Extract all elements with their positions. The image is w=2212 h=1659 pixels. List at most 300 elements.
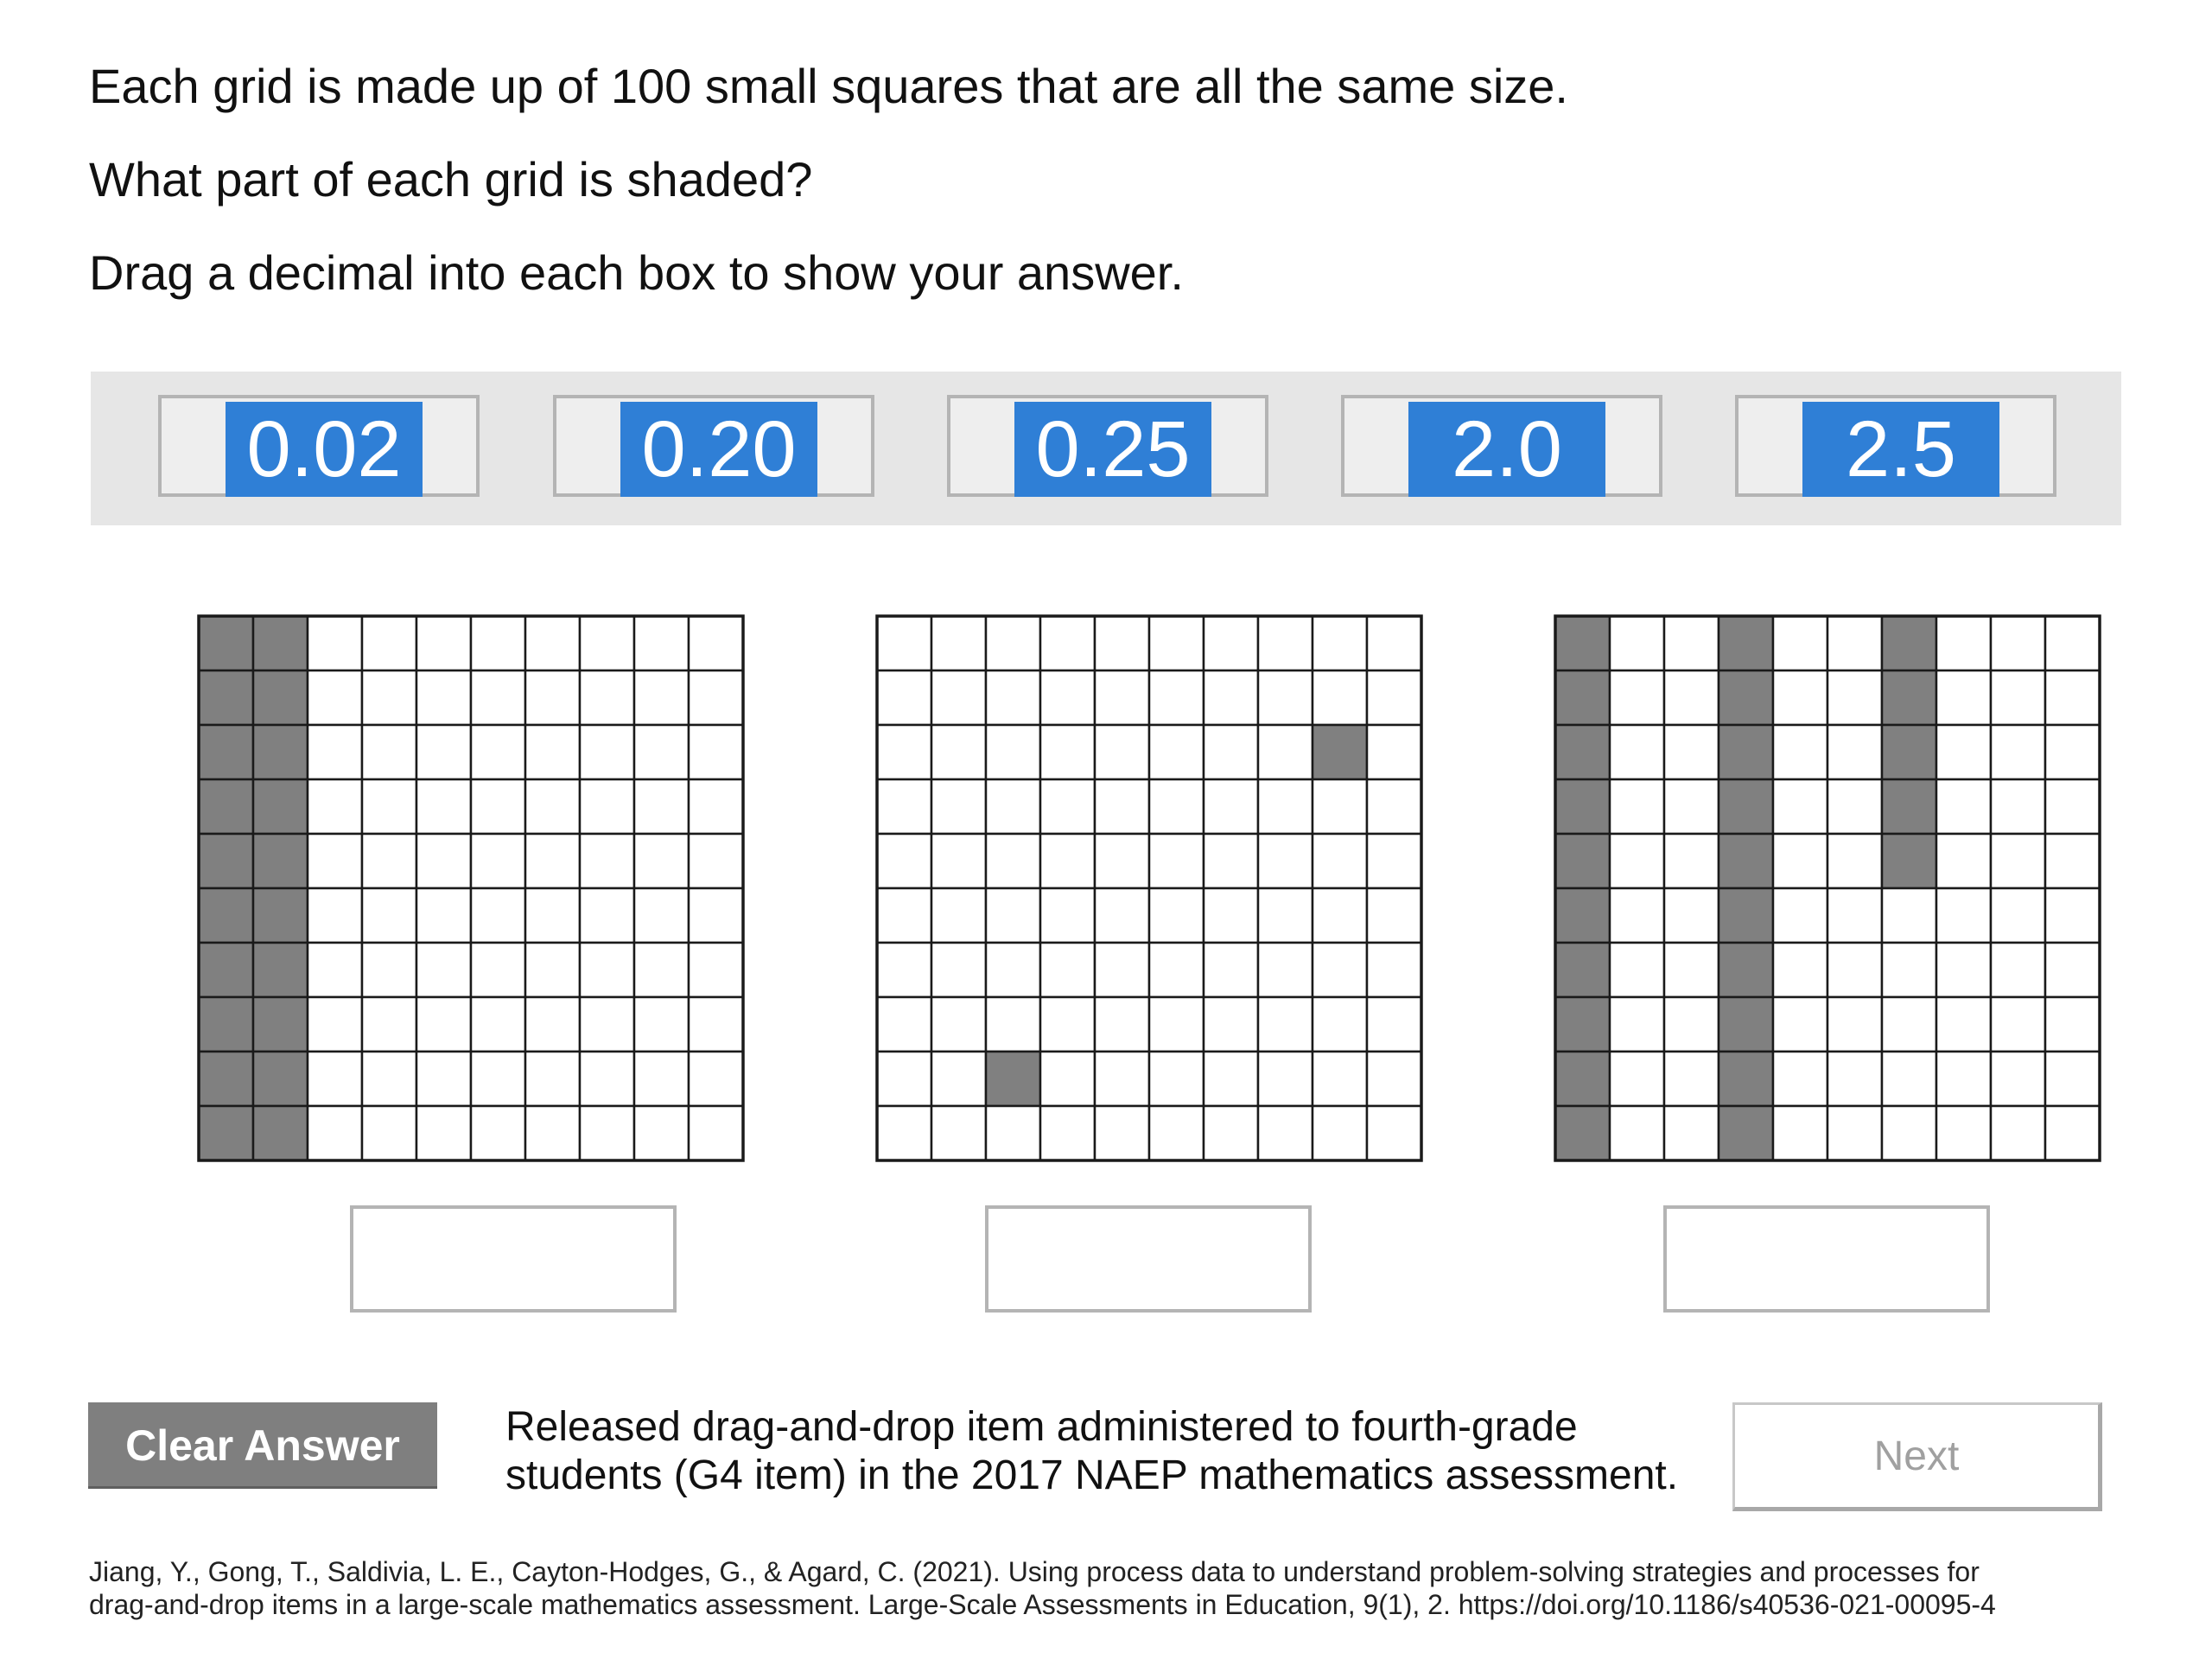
grid-cell [1882,1106,1936,1160]
shaded-cell [199,997,253,1052]
grid-cell [1204,725,1258,779]
grid-cell [471,1052,525,1106]
grid-cell [580,1052,634,1106]
grid-cell [931,779,986,834]
grid-cell [877,779,931,834]
shaded-cell [1555,888,1610,943]
grid-cell [1258,616,1313,671]
shaded-cell [199,834,253,888]
item-caption [505,1403,1715,1500]
grid-cell [1991,1052,2045,1106]
grid-cell [1773,997,1827,1052]
grid-cell [931,888,986,943]
grid-cell [525,834,580,888]
shaded-cell [1555,1106,1610,1160]
grid-cell [362,1052,416,1106]
shaded-cell [1555,997,1610,1052]
grid-cell [1367,834,1421,888]
grid-cell [471,888,525,943]
grid-cell [2045,779,2100,834]
grid-cell [2045,1106,2100,1160]
grid-cell [931,1106,986,1160]
grid-cell [1991,1106,2045,1160]
decimal-tile-3[interactable]: 0.25 [1014,402,1211,497]
grid-cell [1991,725,2045,779]
grid-cell [689,1052,743,1106]
grid-cell [1882,943,1936,997]
grid-cell [1204,616,1258,671]
grid-cell [877,671,931,725]
grid-cell [1040,725,1095,779]
grid-cell [525,671,580,725]
grid-cell [1936,1106,1991,1160]
grid-cell [689,725,743,779]
grid-cell [1040,671,1095,725]
grid-cell [416,671,471,725]
next-button[interactable]: Next [1732,1402,2102,1511]
shaded-cell [1719,943,1773,997]
grid-cell [1936,725,1991,779]
grid-cell [1773,1106,1827,1160]
grid-cell [362,997,416,1052]
shaded-cell [199,888,253,943]
grid-cell [1827,779,1882,834]
grid-cell [1095,616,1149,671]
grid-cell [986,834,1040,888]
grid-cell [308,943,362,997]
grid-cell [1664,616,1719,671]
grid-cell [1095,943,1149,997]
grid-cell [580,779,634,834]
shaded-cell [199,616,253,671]
grid-cell [634,779,689,834]
grid-cell [416,888,471,943]
grid-cell [1149,1052,1204,1106]
grid-cell [471,997,525,1052]
grid-cell [308,997,362,1052]
grid-cell [525,943,580,997]
grid-cell [1204,943,1258,997]
grid-cell [1313,1052,1367,1106]
shaded-cell [1882,725,1936,779]
shaded-cell [1719,725,1773,779]
grid-cell [308,888,362,943]
shaded-cell [1719,671,1773,725]
grid-cell [1882,1052,1936,1106]
grid-cell [986,1106,1040,1160]
hundred-grid-2 [875,614,1423,1162]
shaded-cell [1555,834,1610,888]
shaded-cell [253,943,308,997]
grid-cell [1367,1106,1421,1160]
grid-cell [877,1106,931,1160]
grid-cell [525,616,580,671]
shaded-cell [199,725,253,779]
shaded-cell [253,616,308,671]
grid-cell [931,671,986,725]
grid-cell [689,779,743,834]
grid-cell [1258,1052,1313,1106]
grid-cell [1367,888,1421,943]
grid-cell [1367,671,1421,725]
grid-cell [986,888,1040,943]
grid-cell [1149,1106,1204,1160]
shaded-cell [253,834,308,888]
grid-cell [1149,671,1204,725]
grid-cell [1664,834,1719,888]
grid-cell [1827,1052,1882,1106]
shaded-cell [199,943,253,997]
grid-cell [877,725,931,779]
grid-cell [931,997,986,1052]
grid-cell [634,1106,689,1160]
grid-cell [1610,671,1664,725]
grid-cell [1610,997,1664,1052]
grid-cell [362,779,416,834]
grid-cell [471,943,525,997]
grid-cell [1827,943,1882,997]
shaded-cell [1882,779,1936,834]
grid-cell [689,997,743,1052]
citation-line-2: drag-and-drop items in a large-scale mathematics assessment. Large-Scale Assessments in Education, 9(1), 2. https://doi.org/10.1186/s40536-021-00095-4 [89,1589,1996,1620]
grid-cell [1827,888,1882,943]
grid-cell [1095,779,1149,834]
answer-slot-2 [553,395,874,497]
grid-cell [1936,834,1991,888]
shaded-cell [253,671,308,725]
grid-cell [1991,943,2045,997]
hundred-grid-3 [1554,614,2101,1162]
grid-cell [1610,1106,1664,1160]
grid-cell [1367,997,1421,1052]
grid-cell [1936,943,1991,997]
grid-cell [580,888,634,943]
grid-cell [308,725,362,779]
grid-cell [2045,834,2100,888]
shaded-cell [986,1052,1040,1106]
grid-cell [1882,997,1936,1052]
grid-cell [877,616,931,671]
grid-cell [1367,943,1421,997]
shaded-cell [253,779,308,834]
grid-cell [986,671,1040,725]
grid-cell [634,997,689,1052]
grid-cell [1827,725,1882,779]
grid-cell [308,1052,362,1106]
grid-cell [2045,997,2100,1052]
grid-cell [2045,888,2100,943]
grid-cell [1991,834,2045,888]
grid-cell [986,779,1040,834]
shaded-cell [1555,943,1610,997]
grid-svg [875,614,1423,1162]
grid-cell [689,943,743,997]
shaded-cell [1719,616,1773,671]
grid-cell [1149,943,1204,997]
grid-cell [471,725,525,779]
grid-cell [1095,834,1149,888]
grid-cell [1204,888,1258,943]
grid-cell [634,834,689,888]
grid-cell [362,1106,416,1160]
grid-cell [471,834,525,888]
grid-cell [1204,779,1258,834]
grid-cell [308,671,362,725]
grid-cell [1040,1052,1095,1106]
grid-cell [1664,1052,1719,1106]
grid-cell [362,616,416,671]
grid-cell [689,888,743,943]
grid-cell [2045,725,2100,779]
grid-cell [1773,779,1827,834]
shaded-cell [1882,616,1936,671]
citation [89,1555,2180,1621]
grid-cell [1040,779,1095,834]
grid-cell [1313,616,1367,671]
grid-cell [416,943,471,997]
grid-cell [1827,1106,1882,1160]
grid-cell [1773,888,1827,943]
grid-cell [634,1052,689,1106]
grid-cell [986,997,1040,1052]
shaded-cell [199,1106,253,1160]
grid-cell [580,997,634,1052]
grid-cell [2045,616,2100,671]
grid-cell [1610,1052,1664,1106]
shaded-cell [253,1052,308,1106]
shaded-cell [1719,834,1773,888]
grid-cell [1095,1052,1149,1106]
grid-cell [1204,1052,1258,1106]
grid-cell [1664,779,1719,834]
grid-cell [1367,616,1421,671]
answer-slot-4 [1341,395,1662,497]
shaded-cell [1719,779,1773,834]
grid-cell [1827,997,1882,1052]
grid-cell [525,1052,580,1106]
grid-cell [1204,1106,1258,1160]
grid-cell [1258,943,1313,997]
grid-cell [1258,779,1313,834]
grid-cell [580,1106,634,1160]
grid-cell [1610,725,1664,779]
grid-cell [1204,834,1258,888]
grid-cell [1936,779,1991,834]
answer-slot-5 [1735,395,2056,497]
shaded-cell [1313,725,1367,779]
grid-cell [1313,997,1367,1052]
grid-cell [362,671,416,725]
grid-cell [1882,888,1936,943]
grid-cell [931,943,986,997]
grid-cell [877,1052,931,1106]
grid-cell [416,725,471,779]
grid-cell [416,1106,471,1160]
shaded-cell [1719,997,1773,1052]
grid-cell [1040,943,1095,997]
grid-cell [931,1052,986,1106]
grid-cell [1040,1106,1095,1160]
grid-cell [2045,671,2100,725]
grid-cell [877,997,931,1052]
grid-cell [471,616,525,671]
answer-drop-box-1[interactable] [350,1205,677,1313]
grid-cell [986,943,1040,997]
grid-cell [308,834,362,888]
grid-cell [580,616,634,671]
grid-cell [1827,671,1882,725]
shaded-cell [199,671,253,725]
grid-cell [525,779,580,834]
grid-cell [1773,671,1827,725]
decimal-tile-1[interactable]: 0.02 [226,402,423,497]
grid-cell [471,779,525,834]
grid-cell [986,725,1040,779]
grid-cell [1773,725,1827,779]
grid-cell [1936,616,1991,671]
grid-cell [689,671,743,725]
grid-cell [877,888,931,943]
grid-cell [1095,671,1149,725]
grid-cell [1149,997,1204,1052]
answer-drop-box-2[interactable] [985,1205,1312,1313]
grid-cell [1610,888,1664,943]
grid-cell [931,616,986,671]
grid-cell [1664,671,1719,725]
shaded-cell [1882,834,1936,888]
decimal-tile-2[interactable]: 0.20 [620,402,817,497]
grid-cell [525,725,580,779]
grid-cell [877,943,931,997]
grid-cell [1313,671,1367,725]
grid-cell [1258,1106,1313,1160]
grid-cell [1936,1052,1991,1106]
grid-cell [1095,1106,1149,1160]
grid-cell [689,616,743,671]
grid-cell [1149,779,1204,834]
clear-answer-button[interactable]: Clear Answer [88,1402,437,1489]
shaded-cell [253,888,308,943]
grid-cell [877,834,931,888]
grid-cell [1149,616,1204,671]
decimal-tile-4[interactable]: 2.0 [1408,402,1605,497]
grid-cell [580,834,634,888]
grid-svg [197,614,745,1162]
caption-line-2: students (G4 item) in the 2017 NAEP mathematics assessment. [505,1452,1679,1498]
grid-cell [471,1106,525,1160]
grid-cell [1204,997,1258,1052]
grid-cell [1773,616,1827,671]
grid-cell [1664,943,1719,997]
grid-cell [1991,997,2045,1052]
grid-cell [1827,834,1882,888]
grid-cell [1610,616,1664,671]
grid-cell [308,616,362,671]
grid-cell [1936,671,1991,725]
shaded-cell [1555,725,1610,779]
grid-cell [986,616,1040,671]
shaded-cell [1555,616,1610,671]
grid-cell [471,671,525,725]
grid-cell [1258,997,1313,1052]
grid-cell [1610,943,1664,997]
grid-cell [1367,725,1421,779]
grid-cell [931,834,986,888]
grid-cell [689,834,743,888]
shaded-cell [253,997,308,1052]
grid-cell [1149,834,1204,888]
decimal-tile-5[interactable]: 2.5 [1802,402,1999,497]
grid-cell [525,888,580,943]
grid-cell [525,1106,580,1160]
grid-cell [1991,779,2045,834]
grid-cell [1313,1106,1367,1160]
grid-cell [1367,779,1421,834]
grid-cell [1040,616,1095,671]
hundred-grid-1 [197,614,745,1162]
grid-cell [1991,616,2045,671]
grid-cell [362,834,416,888]
grid-cell [1313,943,1367,997]
prompt-line-1: Each grid is made up of 100 small squares that are all the same size. [89,59,1568,113]
prompt-line-3: Drag a decimal into each box to show your answer. [89,245,1184,300]
grid-cell [525,997,580,1052]
grid-cell [416,997,471,1052]
grid-cell [2045,943,2100,997]
grid-cell [1095,888,1149,943]
grid-cell [416,1052,471,1106]
grid-svg [1554,614,2101,1162]
answer-slot-3 [947,395,1268,497]
grid-cell [1258,671,1313,725]
grid-cell [1367,1052,1421,1106]
shaded-cell [199,779,253,834]
grid-cell [416,834,471,888]
grid-cell [1149,888,1204,943]
grid-cell [1664,725,1719,779]
answer-bank [91,372,2121,525]
grid-cell [634,943,689,997]
question-prompt [89,60,2076,299]
shaded-cell [253,1106,308,1160]
grid-cell [634,725,689,779]
grid-cell [1258,834,1313,888]
grid-cell [1313,779,1367,834]
shaded-cell [1719,1106,1773,1160]
shaded-cell [1555,1052,1610,1106]
grid-cell [1258,725,1313,779]
grid-cell [1773,943,1827,997]
grid-cell [580,671,634,725]
shaded-cell [253,725,308,779]
grid-cell [362,943,416,997]
shaded-cell [1882,671,1936,725]
citation-line-1: Jiang, Y., Gong, T., Saldivia, L. E., Cayton-Hodges, G., & Agard, C. (2021). Using process data to understand problem-solving strategies and processes for [89,1556,1980,1587]
grid-cell [308,779,362,834]
grid-cell [1040,888,1095,943]
answer-slot-1 [158,395,480,497]
grid-cell [416,779,471,834]
grid-cell [1773,834,1827,888]
grid-cell [1313,834,1367,888]
answer-drop-box-3[interactable] [1663,1205,1990,1313]
shaded-cell [1719,888,1773,943]
grid-cell [1095,725,1149,779]
grid-cell [1827,616,1882,671]
grid-cell [1149,725,1204,779]
grid-cell [580,725,634,779]
grid-cell [1664,997,1719,1052]
